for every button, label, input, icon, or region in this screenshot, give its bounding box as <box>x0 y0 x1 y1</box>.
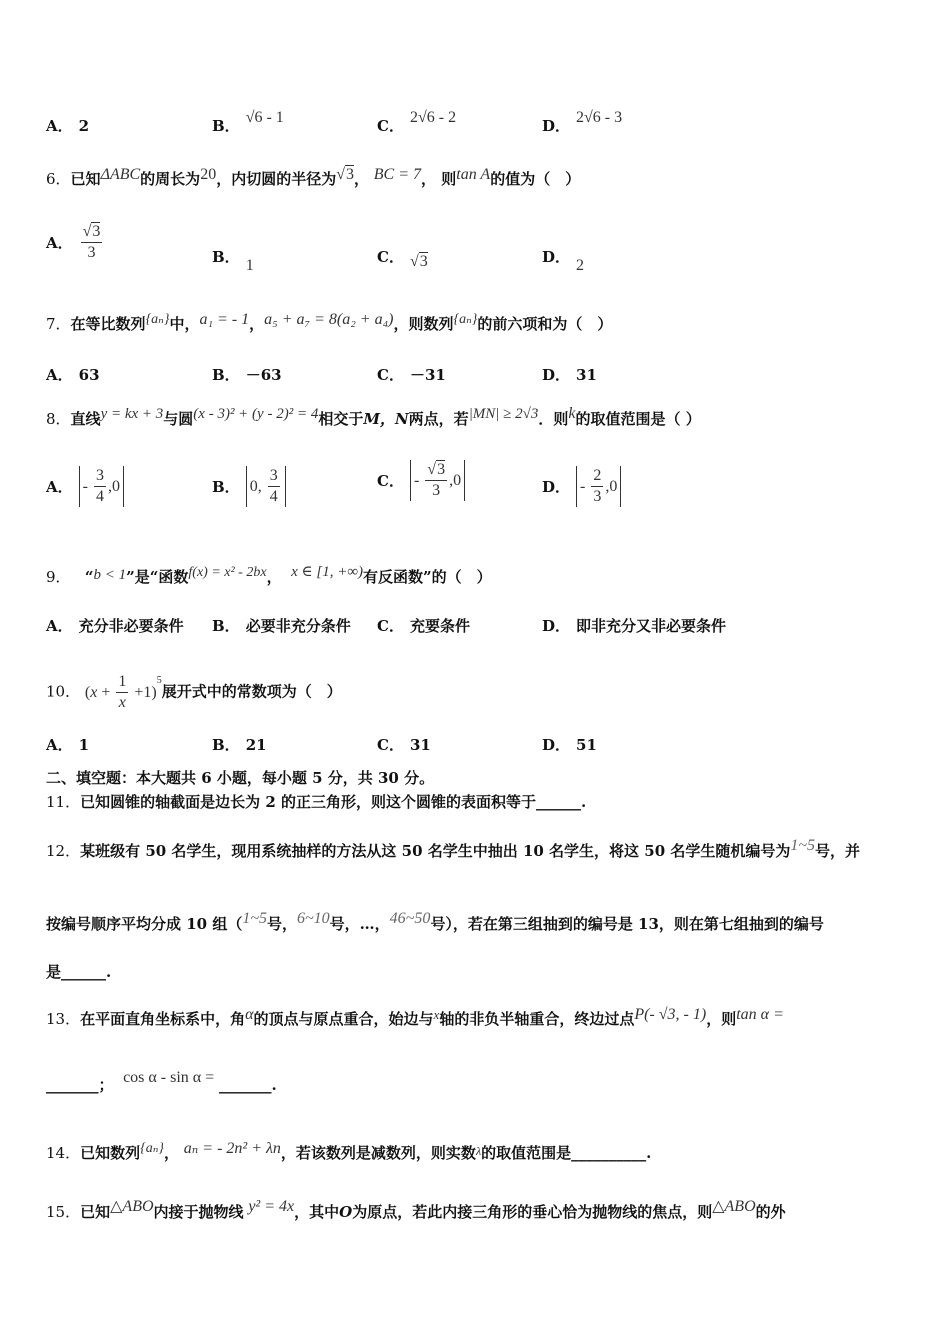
q7-option-c: C． －31 <box>377 366 446 384</box>
question-11: 11．已知圆锥的轴截面是边长为 2 的正三角形，则这个圆锥的表面积等于______. <box>46 793 587 811</box>
q8-option-d-interval: - $\frac{2}{3}$ ,0 <box>576 466 621 507</box>
q5-option-b: B． √6 - 1 <box>212 109 284 135</box>
q9-option-a: A． 充分非必要条件 <box>46 617 184 635</box>
q10-option-b: B． 21 <box>212 736 267 754</box>
question-14: 14．已知数列{aₙ}， aₙ = - 2n² + λn，若该数列是减数列，则实数$^\lambda$的取值范围是__________. <box>46 1140 652 1162</box>
question-10: 10． ( x + $\frac{1}{x}$ +1) $^5$ 展开式中的常数项为（ ） <box>46 673 342 711</box>
q7-option-d: D． 31 <box>542 366 597 384</box>
question-12-line-3: 是______. <box>46 963 112 981</box>
q6-option-a-fraction: $\frac{√3}{3}$ <box>82 223 101 261</box>
q8-option-c-interval: - $\frac{√3}{3}$ ,0 <box>410 460 465 501</box>
q8-option-d: D． - $\frac{2}{3}$ ,0 <box>542 466 621 507</box>
q5-option-d: D． 2√6 - 3 <box>542 109 623 135</box>
question-7: 7．在等比数列{aₙ}中，a₁ = - 1，a₅ + a₇ = 8(a₂ + a₄)，则数列{aₙ}的前六项和为（ ） <box>46 311 613 333</box>
q6-option-a: A． $\frac{√3}{3}$ <box>46 223 101 261</box>
question-9: 9． “b < 1”是“函数f(x) = x² - 2bx， x ∈ [1, +∞)有反函数”的（ ） <box>46 564 492 586</box>
q9-option-d: D． 即非充分又非必要条件 <box>542 617 727 635</box>
q8-option-b: B． 0, $\frac{3}{4}$ <box>212 466 286 507</box>
q10-option-d: D． 51 <box>542 736 597 754</box>
q10-option-c: C． 31 <box>377 736 431 754</box>
q5-option-a: A． 2 <box>46 117 90 135</box>
q9-option-c: C． 充要条件 <box>377 617 470 635</box>
q7-option-a: A． 63 <box>46 366 100 384</box>
question-12-line-2: 按编号顺序平均分成 10 组（1~5号，6~10号，…，46~50号），若在第三组抽到的编号是 13，则在第七组抽到的编号 <box>46 910 824 933</box>
q6-option-b: B． 1 <box>212 248 254 274</box>
q10-expression: ( x + $\frac{1}{x}$ +1) $^5$ <box>84 673 162 711</box>
section-2-heading: 二、填空题：本大题共 6 小题，每小题 5 分，共 30 分。 <box>46 769 435 787</box>
question-6: 6．已知ΔABC的周长为20，内切圆的半径为√3， BC = 7， 则tan A的值为（ ） <box>46 166 581 188</box>
question-15: 15．已知△ABO内接于抛物线 y² = 4x，其中O为原点，若此内接三角形的垂心恰为抛物线的焦点，则△ABO的外 <box>46 1198 786 1221</box>
q7-option-b: B． －63 <box>212 366 282 384</box>
q6-option-c: C． √3 <box>377 248 428 270</box>
q6-option-d: D． 2 <box>542 248 585 274</box>
q10-option-a: A． 1 <box>46 736 90 754</box>
q8-option-c: C． - $\frac{√3}{3}$ ,0 <box>377 460 465 501</box>
q8-option-a-interval: - $\frac{3}{4}$ ,0 <box>79 466 124 507</box>
question-8: 8．直线y = kx + 3与圆(x - 3)² + (y - 2)² = 4相交于M，N两点，若|MN| ≥ 2√3．则k的取值范围是（ ） <box>46 405 701 428</box>
q5-option-c: C． 2√6 - 2 <box>377 109 457 135</box>
question-12: 12．某班级有 50 名学生，现用系统抽样的方法从这 50 名学生中抽出 10 名学生，将这 50 名学生随机编号为1~5号，并 <box>46 837 861 860</box>
question-13: 13．在平面直角坐标系中，角α的顶点与原点重合，始边与x轴的非负半轴重合，终边过点P(- √3, - 1)，则tan α = <box>46 1006 784 1028</box>
q9-option-b: B． 必要非充分条件 <box>212 617 351 635</box>
q8-option-a: A． - $\frac{3}{4}$ ,0 <box>46 466 124 507</box>
question-13-line-2: _______； cos α - sin α = _______. <box>46 1069 277 1094</box>
q8-option-b-interval: 0, $\frac{3}{4}$ <box>246 466 286 507</box>
